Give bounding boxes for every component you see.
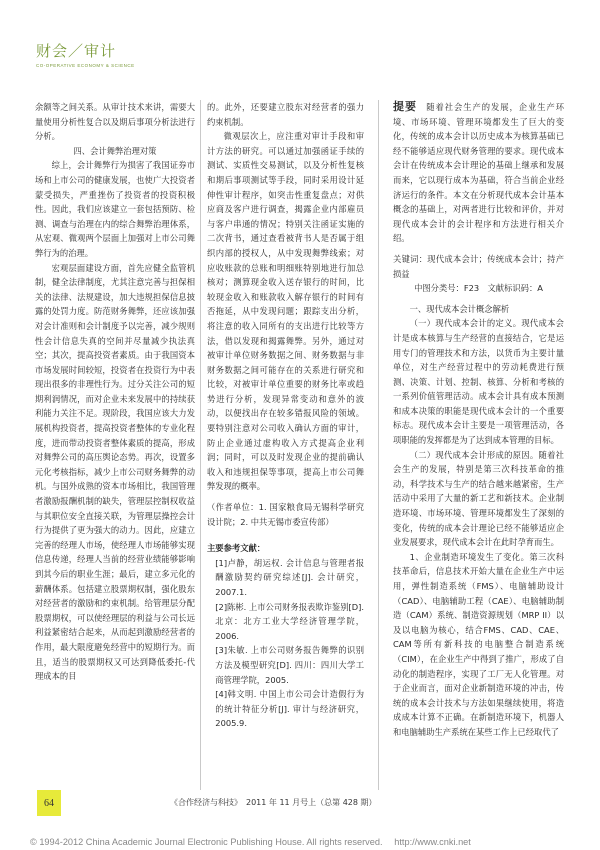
classification: 中图分类号：F23 文献标识码：A bbox=[414, 283, 543, 294]
column-divider-1 bbox=[200, 100, 201, 790]
reference-item: [1]卢静，胡运权. 会计信息与管理者报酬激励契约研究综述[J]. 会计研究，2007.1. bbox=[215, 557, 364, 597]
keywords: 关键词：现代成本会计；传统成本会计；持产损益 bbox=[393, 253, 564, 279]
author-affiliation: （作者单位：1. 国家粮食局无锡科学研究设计院；2. 中共无锡市委宣传部） bbox=[207, 502, 364, 527]
paragraph: 宏观层面建设方面，首先应健全监管机制，健全法律制度，尤其注意完善与担保相关的法律、法规建设，加大违规担保信息披露的处罚力度。防范财务舞弊，还应该加强对会计准则和会计制度予以完善，减少规则性会计信息失真的空间并尽量减少执法真空；其次，提高投资者素质。由于我国资本市场发展时间较短，投资者在投资行为中表现出很多的非理性行为。过分关注公司的短期利润情况，而对企业未来发展中的持续获利能力关注不足。现阶段，我国应该大力发展机构投资者，提高投资者整体的专业化程度，进而带动投资者整体素质的提高，形成对舞弊公司的高压舆论态势。再次，设置多元化考核指标，减少上市公司财务舞弊的动机。与国外成熟的资本市场相比，我国管理者激励报酬机制的缺失，管理层控制权收益与其职位安全直接关联，为管理层操控会计行为提供了更为强大的动力。因此，应建立完善的经理人市场，使经理人市场能够实现信息传递，经理人当前的经营业绩能够影响到其今后的职业生涯；最后，建立多元化的薪酬体系。包括建立股票期权制，强化股东对经营者的激励和约束机制。给管理层分配股票期权，可以使经理层的利益与公司长远利益紧密结合起来，从而起到激励经营者的作用，最大限度避免经营中的短期行为。而且，适当的股票期权又可达到降低委托-代理成本的目 bbox=[35, 262, 195, 682]
paragraph: 1、企业制造环境发生了变化。第三次科技革命后，信息技术开始大量在企业生产中运用，弹性制造系统（FMS）、电脑辅助设计（CAD）、电脑辅助工程（CAE）、电脑辅助制造（CAM）系统、制造资源规划（MRP II）以及以电脑为核心，结合FMS、CAD、CAE、CAM等所有新科技的电脑整合制造系统（CIM），在企业生产中得到了推广，形成了自动化的制造程序，实现了工厂无人化管理。对于企业而言，面对企业新制造环境的冲击，传统的成本会计技术与方法如果继续使用，将造成成本计算不正确。在新制造环境下，机器人和电脑辅助生产系统在某些工作上已经取代了 bbox=[393, 551, 564, 737]
section-subtitle: CO-OPERATIVE ECONOMY & SCIENCE bbox=[36, 63, 135, 68]
paragraph-text: 随着社会生产的发展，特别是第三次科技革命的推动，科学技术与生产的结合越来越紧密，生产活动中采用了大量的新工艺和新技术。企业制造环境、市场环境、管理环境都发生了深刻的变化，传统的成本会计理论已经不能够适应企业发展要求，现代成本会计在此时孕育而生。 bbox=[393, 449, 564, 548]
paragraph bbox=[393, 448, 564, 550]
journal-footer: 《合作经济与科技》 2011 年 11 月号上（总第 428 期） bbox=[170, 798, 377, 807]
column-3 bbox=[393, 100, 564, 740]
reference-item: [2]陈彬. 上市公司财务报表欺诈鉴别[D]. 北京：北方工业大学经济管理学院，2006. bbox=[215, 601, 364, 641]
paragraph: 综上，会计舞弊行为损害了我国证券市场和上市公司的健康发展，也使广大投资者蒙受损失，严重挫伤了投资者的投资积极性。因此，我们应该建立一套包括预防、检测、调查与治理在内的综合舞弊治理体系，从宏观、微观两个层面上加强对上市公司舞弊行为的治理。 bbox=[35, 160, 195, 258]
column-divider-2 bbox=[378, 100, 379, 790]
page-number: 64 bbox=[37, 790, 61, 816]
reference-item: [3]朱敏. 上市公司财务报告舞弊的识别方法及模型研究[D]. 四川：四川大学工商管理学院，2005. bbox=[215, 645, 364, 685]
abstract-text: 随着社会生产的发展，企业生产环境、市场环境、管理环境都发生了巨大的变化，传统的成本会计以历史成本为核算基础已经不能够适应现代财务管理的要求。现代成本会计在传统成本会计理论的基础上继承和发展而来，它以现行成本为基础，符合当前企业经济运行的条件。本文在分析现代成本会计基本概念的基础上，对两者进行比较和评价，并对现代成本会计的会计程序和方法进行相关介绍。 bbox=[393, 102, 564, 244]
paragraph: 微观层次上，应注重对审计手段和审计方法的研究。可以通过加强函证手续的测试、实质性交易测试，以及分析性复核和期后事项测试等手段，同时采用设计延伸性审计程序，如突击性重复盘点；对供应商及客户进行调查，揭露企业内部雇员与客户串通的情况；特别关注函证实施的二次背书，通过查看被背书人是否属于组织内部的授权人，从中发现舞弊线索；对应收账款的总账和明细账特别地进行加总核对；测算现金收入送存银行的时间，比较现金收入和账款收入解存银行的时间有否拖延，从中发现问题；跟踪支出分析，将注意的收入同所有的支出进行比较等方法，借以发现和揭露舞弊。另外，通过对被审计单位财务数据之间、财务数据与非财务数据之间可能存在的关系进行研究和比较，对被审计单位重要的财务比率或趋势进行分析，发现异常变动和意外的波动，以便找出存在较多错报风险的领域。要特别注意对公司收入确认方面的审计，防止企业通过虚构收入方式提高企业利润；同时，可以及时发现企业的提前确认收入和违规担保等事项，提高上市公司舞弊发现的概率。 bbox=[207, 131, 364, 492]
paragraph bbox=[393, 316, 564, 447]
section-title: 财会／审计 bbox=[36, 42, 117, 60]
paragraph: 余额等之间关系。从审计技术来讲，需要大量使用分析性复合以及期后事项分析法进行分析。 bbox=[35, 102, 195, 142]
copyright-notice: © 1994-2012 China Academic Journal Electronic Publishing House. All rights reserved. http://www.cnki.net bbox=[30, 837, 471, 847]
abstract bbox=[393, 100, 564, 246]
paragraph-text: 现代成本会计是成本核算与生产经营的直接结合，它是运用专门的管理技术和方法，以货币为主要计量单位，对生产经营过程中的劳动耗费进行预测、决策、计划、控制、核算、分析和考核的一系列价值管理活动。成本会计具有成本预测和成本决策的职能是现代成本会计的一个重要标志。现代成本会计主要是一项管理活动，各项职能的发挥都是为了达到成本管理的目标。 bbox=[393, 318, 564, 446]
spacer bbox=[207, 529, 364, 535]
abstract-label: 提要 bbox=[393, 100, 417, 113]
section-heading: 一、现代成本会计概念解析 bbox=[409, 303, 510, 314]
subheading: （一）现代成本会计的定义。 bbox=[409, 318, 522, 329]
column-2 bbox=[207, 100, 364, 731]
column-1 bbox=[35, 100, 195, 684]
paragraph: 的。此外，还要建立股东对经营者的强力约束机制。 bbox=[207, 102, 364, 127]
section-heading: 四、会计舞弊治理对策 bbox=[73, 145, 157, 156]
references-title: 主要参考文献： bbox=[207, 543, 266, 554]
subheading: （二）现代成本会计形成的原因。 bbox=[409, 449, 539, 460]
masthead bbox=[36, 40, 135, 68]
reference-item: [4]韩文明. 中国上市公司会计造假行为的统计特征分析[J]. 审计与经济研究，2005.9. bbox=[215, 689, 364, 729]
